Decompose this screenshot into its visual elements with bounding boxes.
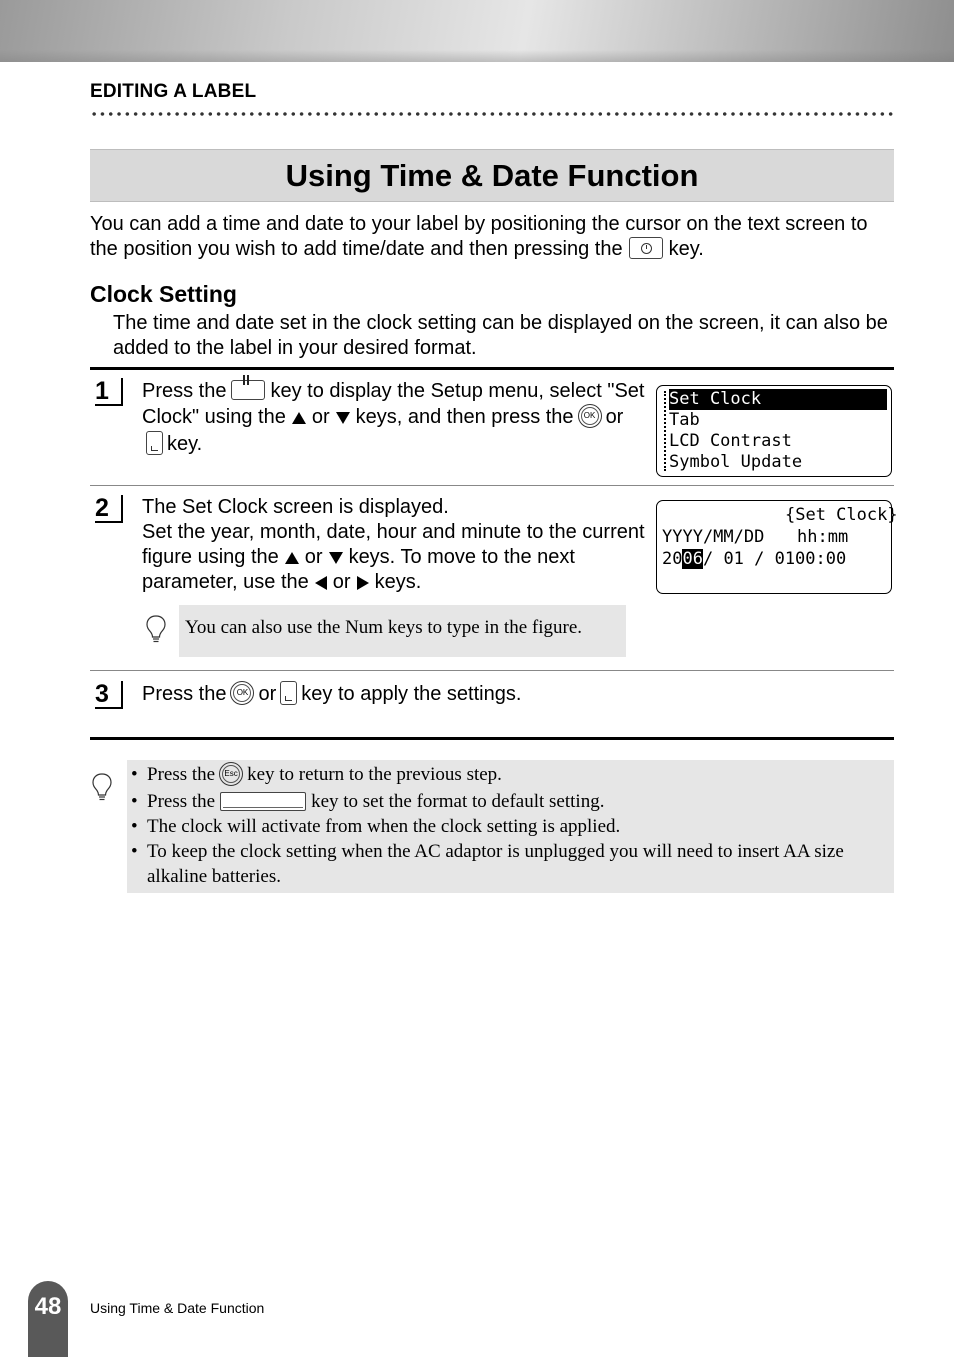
step-divider-2: [90, 670, 894, 671]
lcd-menu-item-tab: Tab: [669, 410, 700, 430]
step-1-text-a: Press the: [142, 380, 227, 402]
lcd-menu-item-set-clock: Set Clock: [669, 389, 887, 410]
notes-list: [127, 762, 892, 889]
lcd-date-value: 2006/ 01 / 01: [662, 549, 796, 569]
step-2-number: 2: [95, 495, 123, 523]
steps-bottom-rule: [90, 737, 894, 740]
lcd-setup-menu: [656, 385, 892, 477]
page-number: 48: [34, 1293, 62, 1320]
step-1-text-c: or: [311, 405, 330, 428]
dotted-divider: [90, 111, 894, 117]
note-item-2: • Press the key to set the format to default setting.: [127, 789, 892, 814]
section-label: EDITING A LABEL: [90, 81, 257, 102]
note-item-1: • Press the Esc key to return to the previous step.: [127, 762, 892, 789]
hint-text-step-2: You can also use the Num keys to type in the figure.: [185, 617, 583, 638]
lcd-menu-item-symbol-update: Symbol Update: [669, 452, 803, 472]
step-1-text-f: key.: [167, 432, 203, 455]
footer-title: Using Time & Date Function: [90, 1300, 265, 1316]
steps-top-rule: [90, 367, 894, 370]
lcd-set-clock-title: {Set Clock}: [785, 505, 898, 525]
step-2-line-2: Set the year, month, date, hour and minute to the current figure using the or keys. To move to the next parameter, use the or keys.: [142, 521, 645, 593]
esc-key-icon: Esc: [219, 762, 243, 786]
step-2-text: [142, 495, 647, 595]
lcd-time-format: hh:mm: [797, 527, 849, 547]
note-item-3: • The clock will activate from when the clock setting is applied.: [127, 814, 892, 839]
clock-key-icon: [629, 237, 663, 259]
step-3-number: 3: [95, 681, 123, 709]
title-box: [90, 149, 894, 202]
lcd-cursor: 06: [682, 549, 703, 569]
page-number-tab: [28, 1281, 68, 1357]
down-arrow-icon: [336, 412, 350, 424]
lightbulb-icon: [145, 614, 167, 644]
intro-paragraph: [90, 212, 900, 262]
intro-text-1: You can add a time and date to your label by positioning the cursor on the text screen to the position you wish to add time/date and then pressing the: [90, 213, 868, 260]
step-1-number: 1: [95, 378, 123, 406]
step-1-text: [142, 379, 647, 458]
up-arrow-icon: [285, 552, 299, 564]
left-arrow-icon: [315, 576, 327, 590]
note-item-4: • To keep the clock setting when the AC adaptor is unplugged you will need to insert AA size alkaline batteries.: [127, 839, 892, 889]
up-arrow-icon: [292, 412, 306, 424]
step-divider-1: [90, 485, 894, 486]
intro-text-2: key.: [668, 238, 704, 260]
notes-box: [127, 760, 894, 893]
right-arrow-icon: [357, 576, 369, 590]
header-banner: [0, 0, 954, 62]
clock-setting-description: The time and date set in the clock setting can be displayed on the screen, it can also be added to the label in your desired format.: [113, 312, 888, 359]
step-2-line-1: The Set Clock screen is displayed.: [142, 496, 449, 518]
space-key-icon: [220, 792, 306, 811]
page-title: Using Time & Date Function: [285, 157, 699, 193]
step-1-text-e: or: [605, 405, 624, 428]
lcd-time-value: 00:00: [795, 549, 847, 569]
hint-box-step-2: [179, 605, 626, 657]
setup-key-icon: [231, 380, 265, 400]
step-1-text-d: keys, and then press the: [355, 405, 574, 428]
lcd-scroll-ruler: [664, 391, 666, 471]
clock-setting-heading: Clock Setting: [90, 281, 237, 307]
lcd-menu-item-lcd-contrast: LCD Contrast: [669, 431, 792, 451]
lcd-date-format: YYYY/MM/DD: [662, 527, 765, 547]
enter-key-icon: [146, 431, 163, 455]
step-1-text-b: key to display the Setup menu, select "Set Clock" using the: [142, 380, 645, 428]
ok-key-icon: OK: [578, 404, 602, 428]
enter-key-icon: [280, 681, 297, 705]
down-arrow-icon: [329, 552, 343, 564]
lightbulb-icon: [91, 772, 113, 802]
ok-key-icon: OK: [230, 681, 254, 705]
step-3-text: Press the OK or key to apply the settings.: [142, 682, 522, 705]
lcd-set-clock: [656, 500, 898, 594]
